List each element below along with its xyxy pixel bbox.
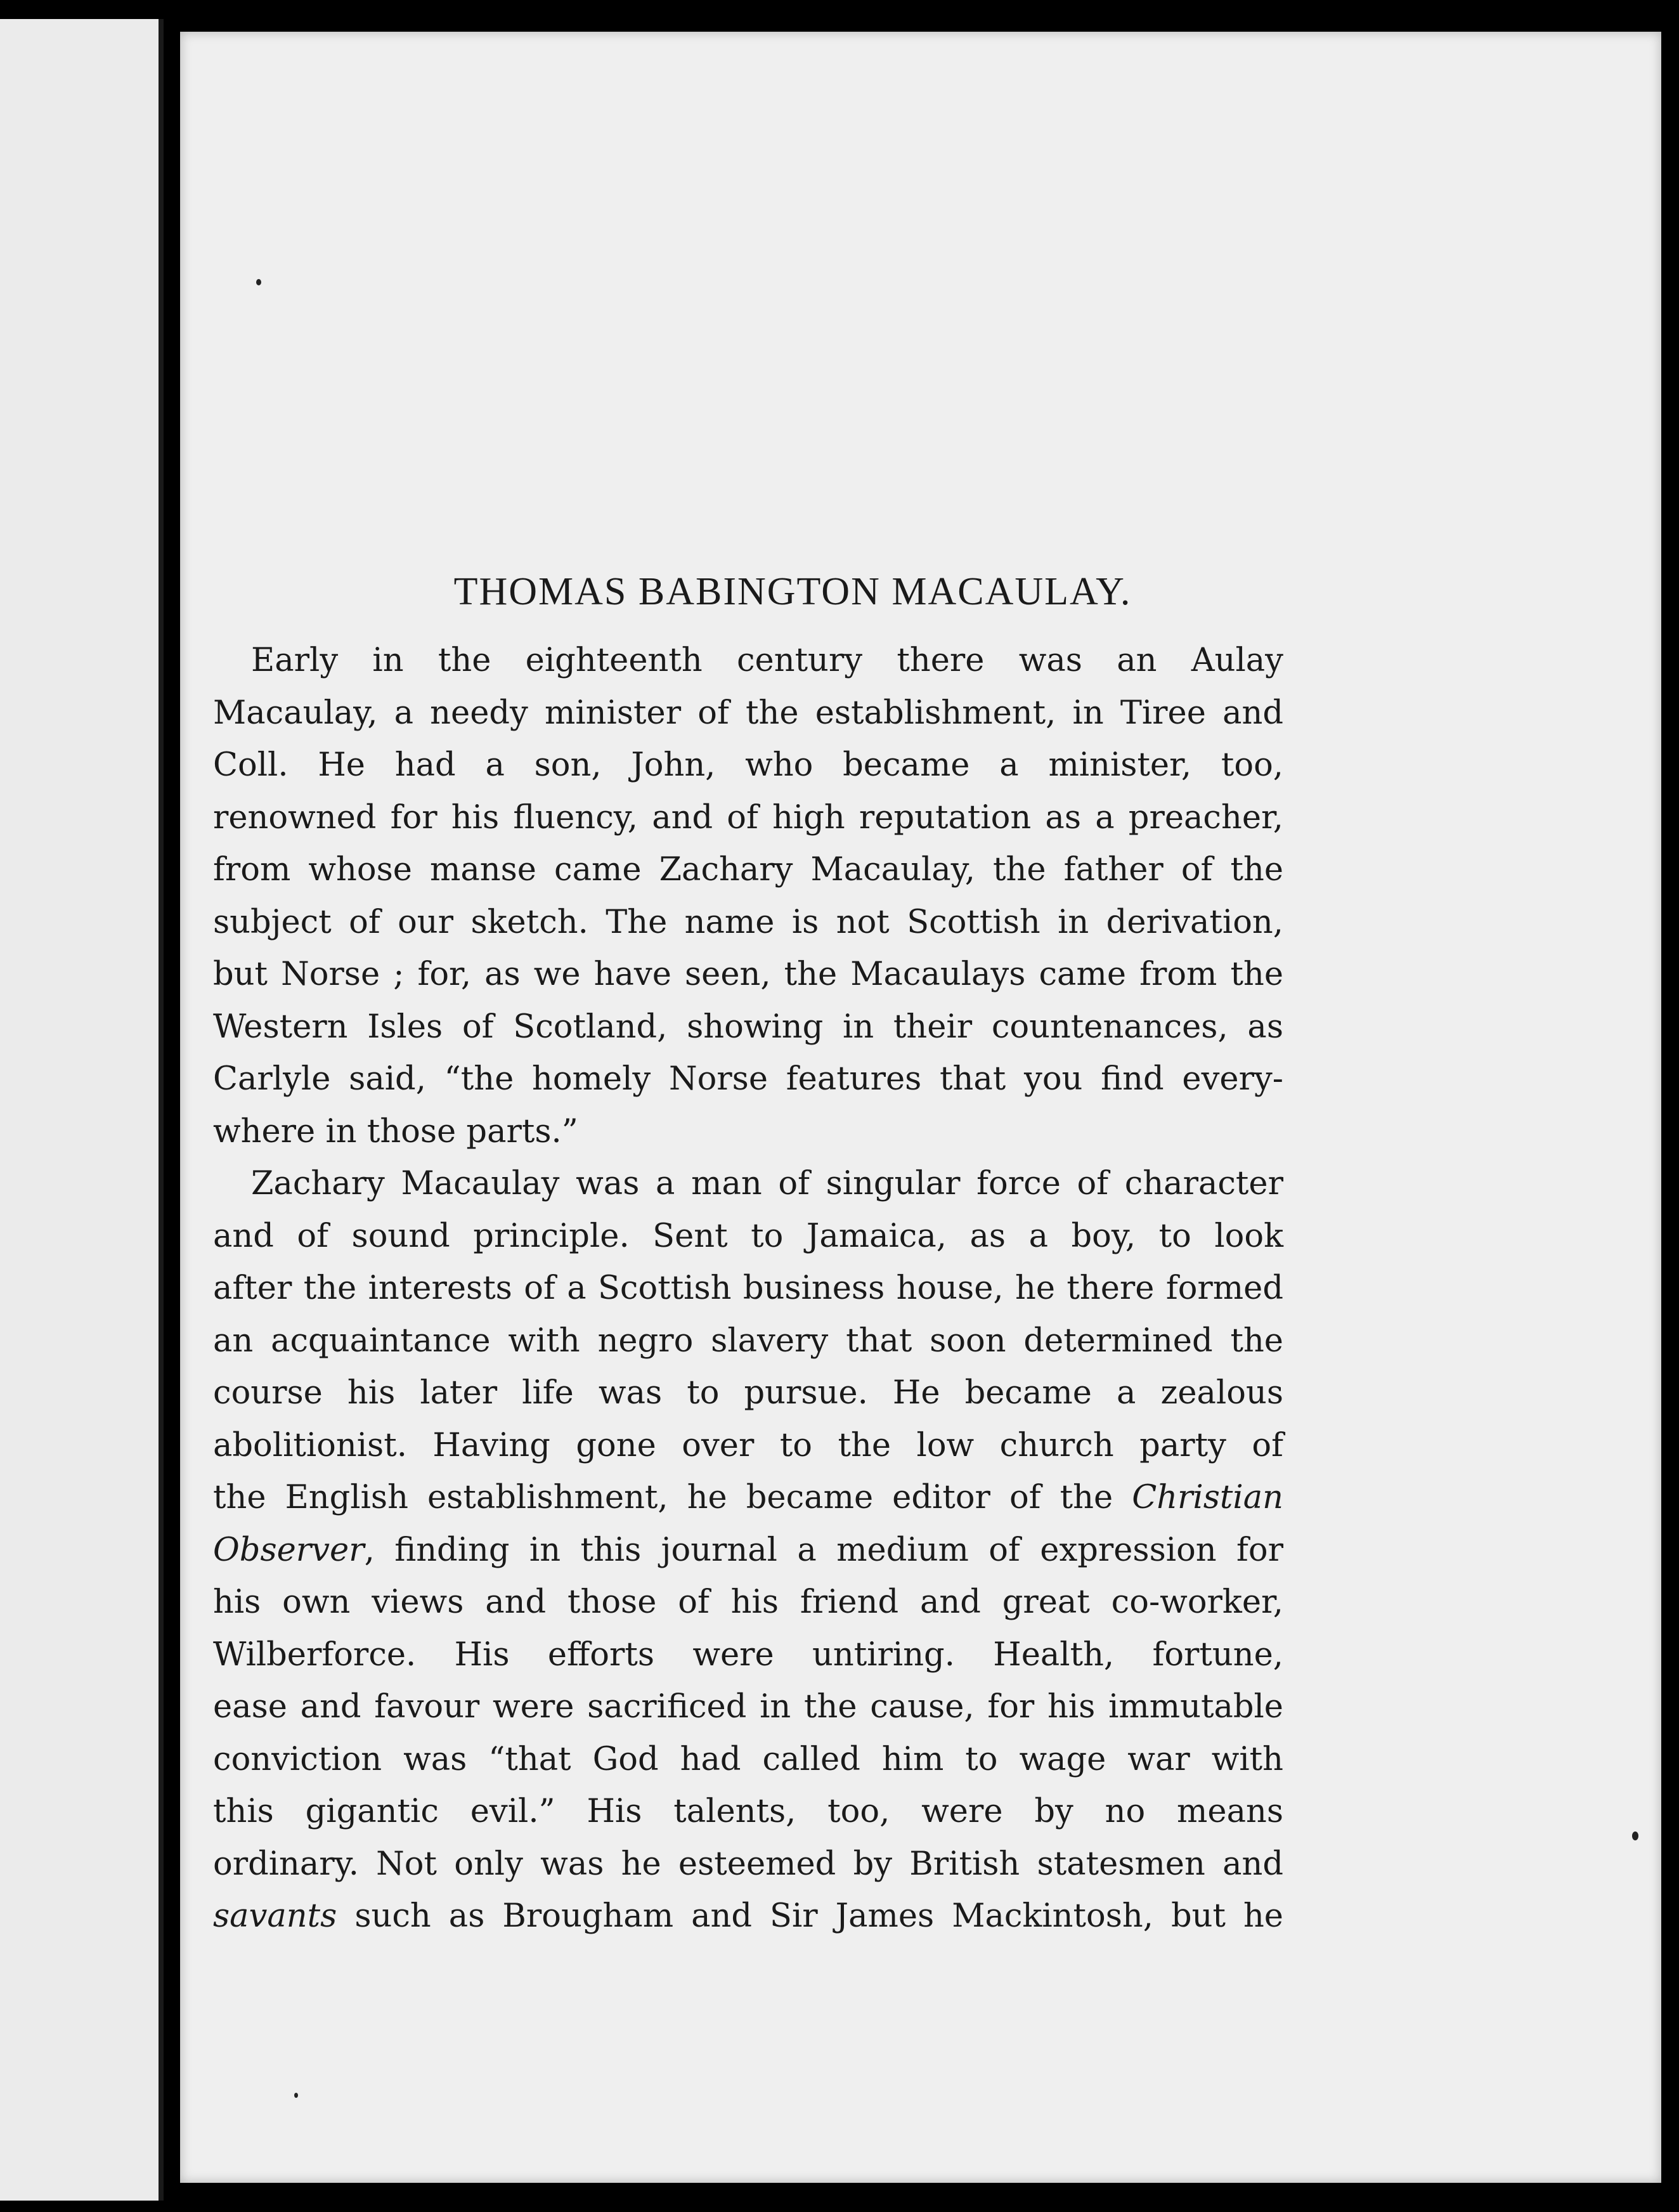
text-segment: the English establishment, he became editor of the	[213, 1479, 1113, 1516]
text-line: Macaulay, a needy minister of the establishment, in Tiree and	[213, 694, 1283, 732]
text-line: Zachary Macaulay was a man of singular force of character	[251, 1165, 1283, 1202]
text-line: ease and favour were sacrificed in the cause, for his immutable	[213, 1688, 1283, 1726]
text-line: ordinary. Not only was he esteemed by British statesmen and	[213, 1845, 1283, 1883]
text-line	[213, 1525, 1283, 1577]
page-text	[213, 569, 1283, 1943]
text-line: from whose manse came Zachary Macaulay, the father of the	[213, 851, 1283, 888]
text-line: an acquaintance with negro slavery that soon determined the	[213, 1322, 1283, 1360]
text-line: Western Isles of Scotland, showing in their countenances, as	[213, 1008, 1283, 1046]
text-line: and of sound principle. Sent to Jamaica, as a boy, to look	[213, 1217, 1283, 1255]
text-line	[213, 1890, 1283, 1943]
italic-title: Christian	[1132, 1479, 1283, 1516]
page-title: THOMAS BABINGTON MACAULAY.	[453, 570, 1132, 613]
text-line: Coll. He had a son, John, who became a minister, too,	[213, 746, 1283, 784]
paragraph-1	[213, 635, 1283, 1158]
text-line: renowned for his fluency, and of high reputation as a preacher,	[213, 798, 1283, 836]
text-line: but Norse ; for, as we have seen, the Macaulays came from the	[213, 956, 1283, 993]
text-line: conviction was “that God had called him to wage war with	[213, 1740, 1283, 1778]
text-segment: such as Brougham and Sir James Mackintosh, but he	[337, 1897, 1283, 1935]
book-gutter	[164, 0, 180, 2212]
text-line: subject of our sketch. The name is not Scottish in derivation,	[213, 903, 1283, 941]
text-line: abolitionist. Having gone over to the low church party of	[213, 1426, 1283, 1464]
text-line: course his later life was to pursue. He became a zealous	[213, 1374, 1283, 1412]
text-line: his own views and those of his friend and great co-worker,	[213, 1584, 1283, 1621]
text-segment: , finding in this journal a medium of expression for	[364, 1531, 1283, 1569]
text-line: after the interests of a Scottish business house, he there formed	[213, 1270, 1283, 1307]
text-line: Carlyle said, “the homely Norse features that you find every-	[213, 1060, 1283, 1098]
facing-page-edge	[0, 19, 164, 2201]
text-line	[213, 1472, 1283, 1525]
italic-word: savants	[213, 1897, 337, 1935]
speck-mark	[256, 279, 261, 285]
text-line: where in those parts.”	[213, 1112, 578, 1150]
text-line: this gigantic evil.” His talents, too, were by no means	[213, 1793, 1283, 1830]
italic-title: Observer	[213, 1531, 365, 1569]
speck-mark	[294, 2093, 298, 2098]
text-line: Early in the eighteenth century there was an Aulay	[251, 642, 1283, 679]
text-line: Wilberforce. His efforts were untiring. Health, fortune,	[213, 1636, 1283, 1674]
speck-mark	[1632, 1831, 1638, 1840]
paragraph-2	[213, 1158, 1283, 1943]
